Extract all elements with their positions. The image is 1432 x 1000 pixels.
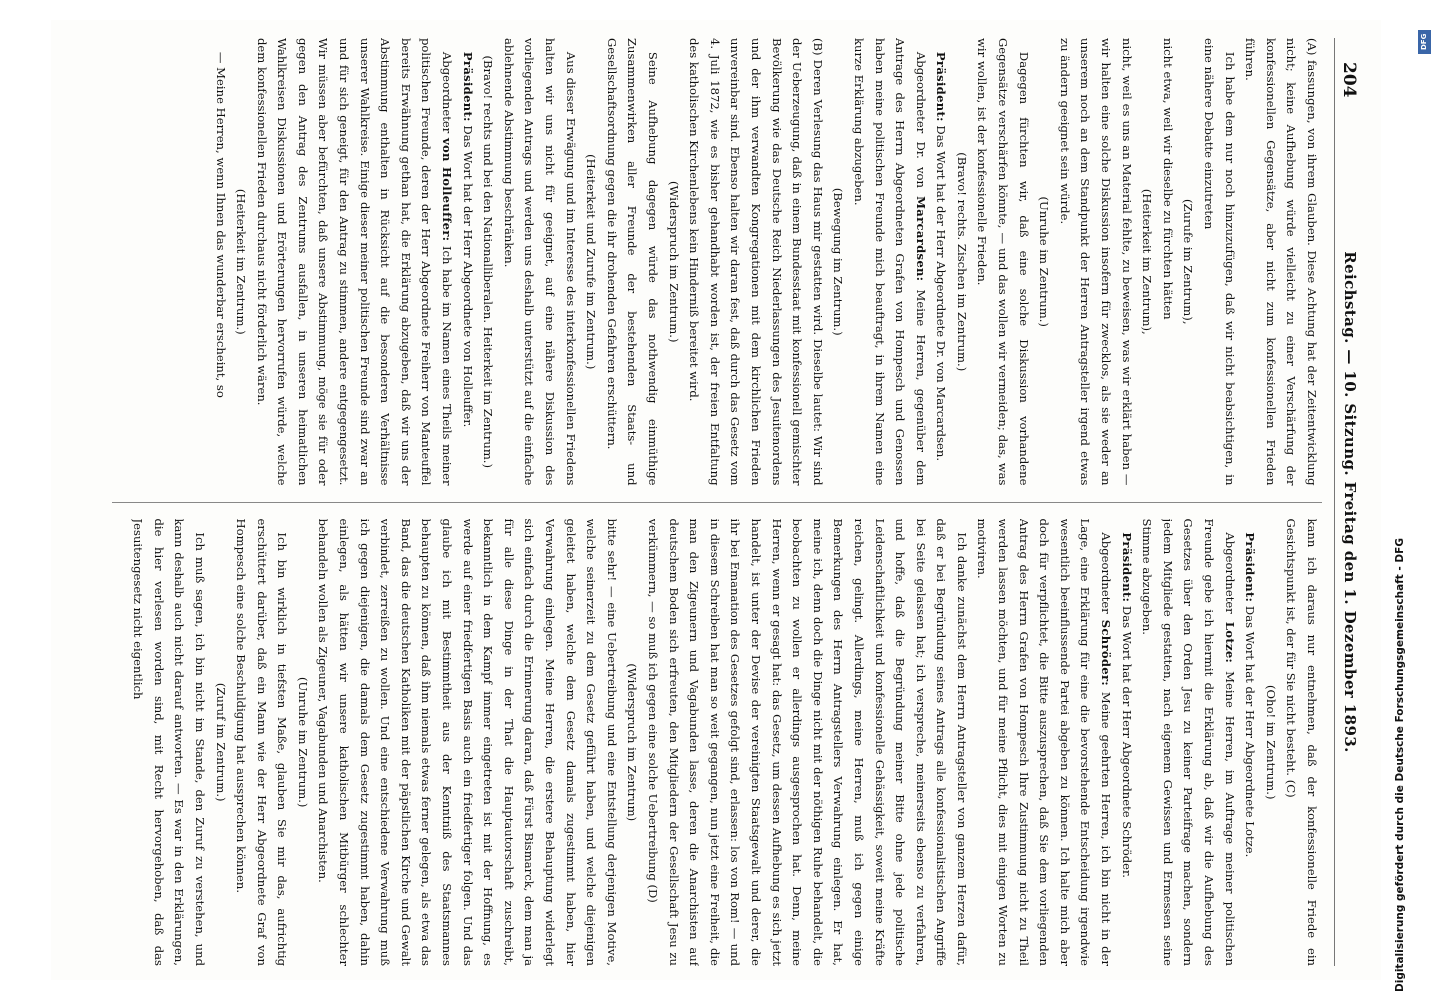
- paragraph: Ich habe dem nur noch hinzuzufügen, daß wir nicht beabsichtigen, in eine nähere Debatte einzutreten: [1202, 38, 1237, 486]
- interjection: (Widerspruch im Zentrum.): [666, 181, 681, 343]
- paragraph: Seine Aufhebung dagegen würde das nothwendig einmüthige Zusammenwirken aller Freunde der bestehenden Staats- und Gesellschaftsordnung gegen die ihr drohenden Gefahren erschüttern.: [604, 38, 660, 486]
- interjection: (Oho! im Zentrum.): [1263, 685, 1278, 800]
- speaker-paragraph: Präsident: Das Wort hat der Herr Abgeordnete Schröder.: [1119, 532, 1134, 878]
- paragraph: Ich bin wirklich in tiefsten Maße, glauben Sie mir das, aufrichtig erschüttert darüber, daß ein Mann wie der Herr Abgeordnete Graf von Hompesch eine solche Beschuldigung hat aussprechen können.: [234, 518, 290, 966]
- speaker-name: Präsident:: [934, 51, 949, 122]
- paragraph: nicht etwa, weil wir dieselbe zu fürchten hätten: [1160, 38, 1175, 320]
- paragraph: Ich danke zunächst dem Herrn Antragsteller von ganzem Herzen dafür, daß er bei Begründung seines Antrags alle konfessionalistischen Angriffe bei Seite gelassen hat; ich verspreche, meinerseits ebenso zu verfahren, und hoffe, daß die Begründung meiner Bitte ohne jede politische Leidenschaftlichkeit und konfessionelle Gehässigkeit, soweit meine Kräfte reichen, gelingt. Allerdings, meine Herren, muß ich gegen einige Bemerkungen des Herrn Antragstellers Verwahrung einlegen. Er hat, meine ich, denn doch die Dinge nicht mit der nöthigen Ruhe behandelt, die beobachten zu wollen er allerdings ausgesprochen hat. Denn, meine Herren, wenn er gesagt hat: das Gesetz, um dessen Aufhebung es sich jetzt handelt, ist unter der Devise der vereinigten Staatsgewalt und derer, die ihr bei Emanation des Gesetzes gefolgt sind, erlassen: los von Rom! — und in diesem Schreiben hat man so weit gegangen, nun jetzt eine Freiheit, die man den Zigeunern und Vagabunden lasse, deren die Anarchisten auf deutschem Boden sich erfreuten, den Mitgliedern der Gesellschaft Jesu zu verkümmern, — so muß ich gegen eine solche Uebertreibung (D): [646, 518, 969, 966]
- document-page: [51, 20, 1381, 980]
- right-column: [112, 519, 1322, 967]
- page-header: [1334, 38, 1361, 966]
- speaker-paragraph: Abgeordneter Dr. von Marcardsen: Meine Herren, gegenüber dem Antrage des Herrn Abgeordneten Grafen von Hompesch und Genossen haben meine politischen Freunde mich beauftragt, in ihrem Namen eine kurze Erklärung abzugeben.: [851, 38, 928, 486]
- speaker-paragraph: Präsident: Das Wort hat der Herr Abgeordnete Lotze.: [1243, 532, 1258, 858]
- speaker-name: Marcardsen:: [913, 196, 928, 282]
- left-column: [112, 38, 1322, 486]
- margin-marker-c: (C): [1284, 779, 1299, 798]
- speaker-name: Schröder:: [1099, 619, 1114, 686]
- speaker-name: Präsident:: [1119, 532, 1134, 603]
- speaker-paragraph: Präsident: Das Wort hat der Herr Abgeordnete Dr. von Marcardsen.: [934, 51, 949, 462]
- paragraph: (A) fassungen, von ihrem Glauben. Diese Achtung hat der Zeitentwicklung nicht; keine Aufhebung würde vielleicht zu einer Verschärfung der konfessionellen Gegensätze, aber nicht zum konfessionellen Frieden führen.: [1243, 38, 1319, 486]
- margin-marker-b: (B): [810, 38, 825, 56]
- digitization-credit: Digitalisierung gefördert durch die Deutsche Forschungsgemeinschaft - DFG: [1394, 538, 1406, 992]
- interjection: (Bewegung im Zentrum.): [831, 187, 846, 336]
- interjection: (Zurufe im Zentrum),: [1181, 198, 1196, 325]
- paragraph: bitte sehr! — eine Uebertreibung und eine Entstellung derjenigen Motive, welche seinerzeit zu dem Gesetz geführt haben, und welche diejenigen geleitet haben, welche dem Gesetz damals zugestimmt haben, hier Verwahrung einlegen. Meine Herren, die erstere Behauptung widerlegt sich einfach durch die Erinnerung daran, daß Fürst Bismarck, dem man ja für alle diese Dinge in der That die Hauptautorschaft zuschreibt, bekanntlich in dem Kampf immer eingetreten ist mit der Hoffnung, es werde auf einer friedfertigen Basis auch ein friedfertiger folgen. Und das glaube ich mit Bestimmtheit aus der Kenntniß des Staatsmannes behaupten zu können, daß ihm niemals etwas ferner gelegen, als etwa das Band, das die deutschen Katholiken mit der päpstlichen Kirche und Gewalt verbindet, zerreißen zu wollen. Und eine entschiedene Verwahrung muß ich gegen diejenigen, die damals dem Gesetz zugestimmt haben, dahin einlegen, als hätten wir unsere katholischen Mitbürger schlechter behandeln wollen als Zigeuner, Vagabunden und Anarchisten.: [316, 518, 619, 966]
- speaker-paragraph: Abgeordneter Lotze: Meine Herren, im Auftrage meiner politischen Freunde gebe ich hiermit die Erklärung ab, daß wir die Aufhebung des Gesetzes über den Orden Jesu zu keiner Parteifrage machen, sondern jedem Mitgliede gestatten, nach eigenem Gewissen und Ermessen seine Stimme abzugeben.: [1140, 518, 1237, 966]
- interjection: (Bravo! rechts und bei den Nationalliberalen. Heiterkeit im Zentrum.): [481, 55, 496, 469]
- text-columns: [112, 38, 1322, 966]
- interjection: (Unruhe im Zentrum.): [1037, 196, 1052, 327]
- interjection: (Unruhe im Zentrum.): [295, 677, 310, 808]
- paragraph: nicht, weil es uns an Material fehlte, zu beweisen, was wir erklärt haben — wir halten eine solche Diskussion insofern für zwecklos, als sie weder an unserem noch an dem Standpunkt der Herren Antragsteller irgend etwas zu ändern geeignet sein würde.: [1057, 38, 1134, 486]
- interjection: (Bravo! rechts. Zischen im Zentrum.): [954, 152, 969, 372]
- paragraph: kann ich daraus nur entnehmen, daß der konfessionelle Friede ein Gesichtspunkt ist, der für Sie nicht besteht. (C): [1284, 518, 1319, 966]
- interjection: (Widerspruch im Zentrum): [625, 663, 640, 822]
- dfg-logo: DFG: [1418, 30, 1431, 54]
- column-divider: [112, 502, 1322, 503]
- running-head: Reichstag. — 10. Sitzung. Freitag den 1. Dezember 1893.: [1341, 251, 1359, 753]
- paragraph: Aus dieser Erwägung und im Interesse des interkonfessionellen Friedens halten wir uns nicht für geeignet, auf eine nähere Diskussion des vorliegenden Antrags und werden uns deshalb unterstützt auf die einfache ablehnende Abstimmung beschränken.: [501, 38, 578, 486]
- margin-marker-a: (A): [1305, 38, 1319, 56]
- paragraph: Ich muß sagen, ich bin nicht im Stande, den Zuruf zu verstehen, und kann deshalb auch nicht darauf antworten. — Es war in den Erklärungen, die hier verlesen worden sind, mit Recht hervorgehoben, daß das Jesuitengesetz nicht eigentlich: [131, 518, 207, 966]
- interjection: (Heiterkeit im Zentrum),: [1140, 188, 1155, 335]
- speaker-paragraph: Abgeordneter von Holleuffer: Ich habe im Namen eines Theils meiner politischen Freunde, deren der Herr Abgeordnete Freiherr von Manteuffel bereits Erwähnung gethan hat, die Erklärung abzugeben, daß wir uns der Abstimmung enthalten in Rücksicht auf die besonderen Verhältnisse unserer Wahlkreise. Einige dieser meiner politischen Freunde sind zwar an und für sich geneigt, für den Antrag zu stimmen, andere entgegengesetzt. Wir müssen aber befürchten, daß unsere Abstimmung, möge sie für oder gegen den Antrag des Zentrums ausfallen, in unseren heimatlichen Wahlkreisen Diskussionen und Erörterungen hervorrufen würde, welche dem konfessionellen Frieden durchaus nicht förderlich wären.: [254, 38, 455, 486]
- interjection: (Zuruf im Zentrum.): [213, 682, 228, 802]
- speaker-paragraph: Abgeordneter Schröder: Meine geehrten Herren, ich bin nicht in der Lage, eine Erklärung für eine die bevorstehende Entscheidung irgendwie wesentlich beeinflussende Partei abgeben zu können. Ich halte mich aber doch für verpflichtet, die Bitte auszusprechen, daß Sie dem vorliegenden Antrag des Herrn Grafen von Hompesch Ihre Zustimmung nicht zu Theil werden lassen möchten, und für meine Pflicht, dies mit einigen Worten zu motiviren.: [975, 518, 1114, 966]
- paragraph: (B) Deren Verlesung das Haus mir gestatten wird. Dieselbe lautet: Wir sind der Ueberzeugung, daß in einem Bundesstaat mit konfessionell gemischter Bevölkerung wie das Deutsche Reich Niederlassungen des Jesuitenordens und der ihm verwandten Kongregationen mit dem kirchlichen Frieden unvereinbar sind. Ebenso halten wir daran fest, daß durch das Gesetz vom 4. Juli 1872, wie es bisher gehandhabt worden ist, der freien Entfaltung des katholischen Kirchenlebens kein Hinderniß bereitet wird.: [687, 38, 825, 486]
- speaker-name: Präsident:: [460, 51, 475, 122]
- interjection: (Heiterkeit und Zurufe im Zentrum.): [584, 154, 599, 370]
- interjection: (Heiterkeit im Zentrum.): [234, 188, 249, 335]
- paragraph: — Meine Herren, wenn Ihnen das wunderbar erscheint, so: [213, 51, 228, 398]
- margin-marker-d: (D): [646, 884, 660, 903]
- speaker-name: Lotze:: [1222, 621, 1237, 664]
- speaker-name: Präsident:: [1243, 532, 1258, 603]
- speaker-paragraph: Präsident: Das Wort hat der Herr Abgeordnete von Holleuffer.: [460, 51, 475, 428]
- page-number: 204: [1339, 62, 1359, 98]
- paragraph: Dagegen fürchten wir, daß eine solche Diskussion vorhandene Gegensätze verschärfen könnte, — und das wollen wir vermeiden; das, was wir wollen, ist der konfessionelle Frieden.: [975, 38, 1031, 486]
- speaker-name: von Holleuffer:: [440, 137, 455, 242]
